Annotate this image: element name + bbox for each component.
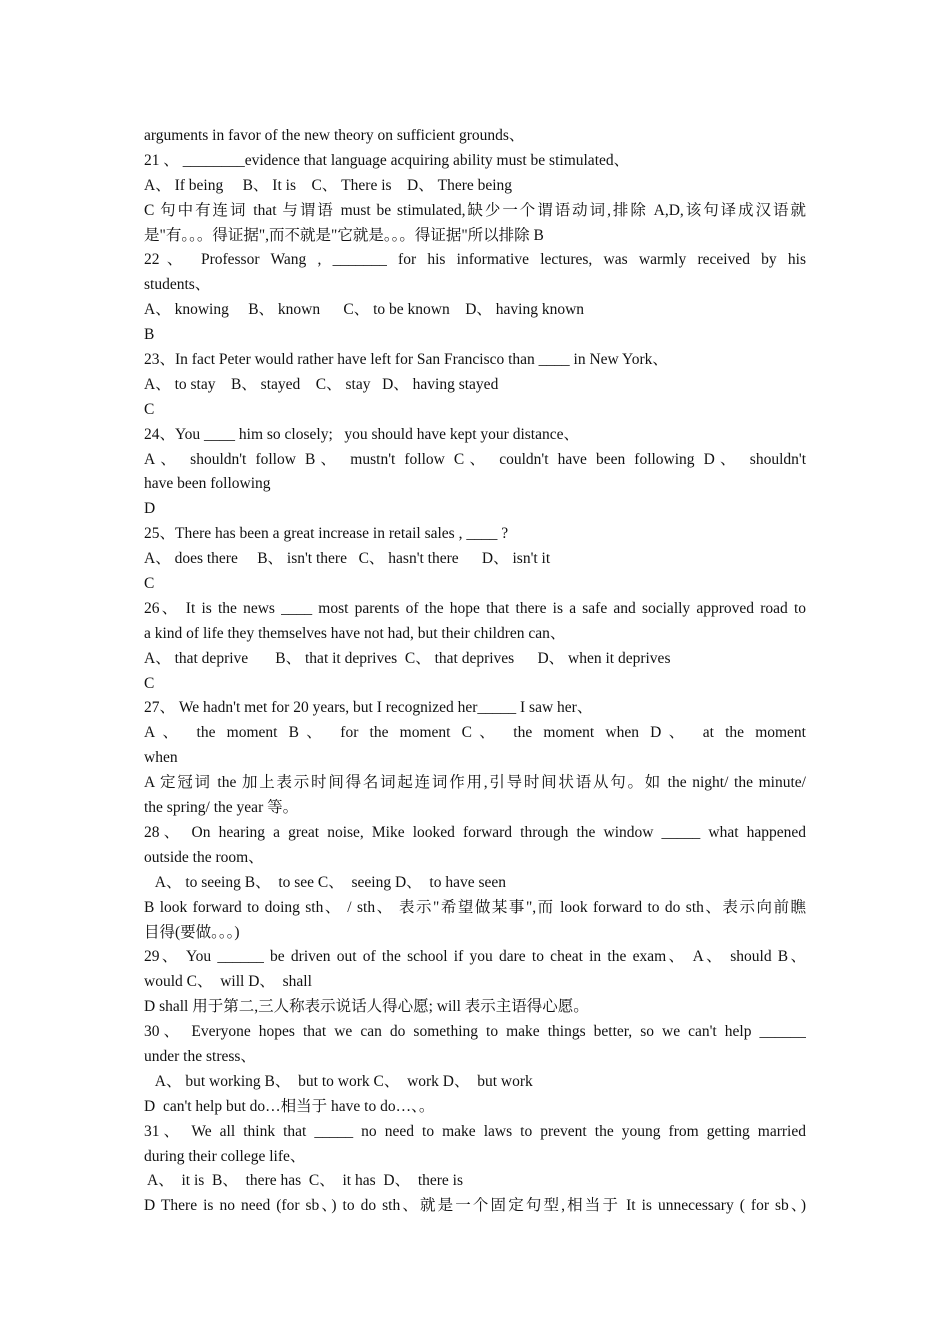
text-line: B bbox=[144, 326, 155, 344]
text-line: D There is no need (for sb、) to do sth、就是一个固定句型,相当于 It is unnecessary ( for sb、) bbox=[144, 1197, 806, 1215]
text-line: 是"有。。。得证据",而不就是"它就是。。。得证据"所以排除 B bbox=[144, 226, 544, 244]
text-line: 23、In fact Peter would rather have left for San Francisco than ____ in New York、 bbox=[144, 351, 668, 369]
text-line: 25、There has been a great increase in retail sales , ____ ? bbox=[144, 525, 509, 543]
text-line: A、 the moment B、 for the moment C、 the moment when D、 at the moment bbox=[144, 724, 806, 742]
text-line: under the stress、 bbox=[144, 1047, 256, 1065]
text-line: 31、 We all think that _____ no need to make laws to prevent the young from getting married bbox=[144, 1122, 806, 1140]
text-line: 28、 On hearing a great noise, Mike looked forward through the window _____ what happened bbox=[144, 823, 806, 841]
text-line: A、 to seeing B、 to see C、 seeing D、 to have seen bbox=[144, 873, 507, 891]
text-line: C 句中有连词 that 与谓语 must be stimulated,缺少一个谓语动词,排除 A,D,该句译成汉语就 bbox=[144, 201, 806, 219]
text-line: would C、 will D、 shall bbox=[144, 973, 312, 991]
text-line: D shall 用于第二,三人称表示说话人得心愿; will 表示主语得心愿。 bbox=[144, 998, 589, 1016]
text-line: 29、 You ______ be driven out of the school if you dare to cheat in the exam、 A、 should B、 bbox=[144, 948, 806, 966]
text-line: arguments in favor of the new theory on sufficient grounds、 bbox=[144, 127, 525, 144]
text-line: 目得(要做。。。) bbox=[144, 923, 240, 941]
text-line: A、 If being B、 It is C、 There is D、 There being bbox=[144, 176, 513, 194]
text-line: outside the room、 bbox=[144, 848, 264, 866]
text-line: 21 、 ________evidence that language acquiring ability must be stimulated、 bbox=[144, 151, 630, 169]
text-line: A、 does there B、 isn't there C、 hasn't there D、 isn't it bbox=[144, 550, 551, 568]
text-line: D bbox=[144, 500, 156, 518]
text-line: students、 bbox=[144, 276, 211, 294]
text-line: a kind of life they themselves have not had, but their children can、 bbox=[144, 624, 566, 642]
text-line: A 定冠词 the 加上表示时间得名词起连词作用,引导时间状语从句。如 the night/ the minute/ bbox=[144, 774, 806, 792]
text-line: A、 it is B、 there has C、 it has D、 there is bbox=[144, 1172, 464, 1190]
text-line: 30、 Everyone hopes that we can do something to make things better, so we can't help ______ bbox=[144, 1023, 806, 1041]
text-line: C bbox=[144, 400, 155, 418]
text-line: 27、 We hadn't met for 20 years, but I recognized her_____ I saw her、 bbox=[144, 699, 593, 717]
text-line: B look forward to doing sth、 / sth、 表示"希望做某事",而 look forward to do sth、表示向前瞧 bbox=[144, 898, 806, 916]
text-line: C bbox=[144, 575, 155, 593]
text-line: 24、You ____ him so closely; you should have kept your distance、 bbox=[144, 425, 579, 443]
text-line: the spring/ the year 等。 bbox=[144, 799, 299, 817]
text-line: A、 but working B、 but to work C、 work D、 but work bbox=[144, 1072, 533, 1090]
text-line: have been following bbox=[144, 475, 271, 493]
text-line: A、 knowing B、 known C、 to be known D、 having known bbox=[144, 301, 585, 319]
text-line: 22、 Professor Wang , _______ for his informative lectures, was warmly received by his bbox=[144, 251, 806, 269]
text-line: A、 shouldn't follow B、 mustn't follow C、 couldn't have been following D、 shouldn't bbox=[144, 450, 806, 468]
text-line: D can't help but do…相当于 have to do…、。 bbox=[144, 1097, 435, 1115]
document-page bbox=[144, 124, 806, 1219]
text-line: A、 to stay B、 stayed C、 stay D、 having stayed bbox=[144, 375, 499, 393]
text-line: during their college life、 bbox=[144, 1147, 306, 1165]
text-line: A、 that deprive B、 that it deprives C、 that deprives D、 when it deprives bbox=[144, 649, 671, 667]
text-line: 26、 It is the news ____ most parents of the hope that there is a safe and socially approved road to bbox=[144, 599, 806, 617]
text-line: C bbox=[144, 674, 155, 692]
text-line: when bbox=[144, 749, 178, 767]
